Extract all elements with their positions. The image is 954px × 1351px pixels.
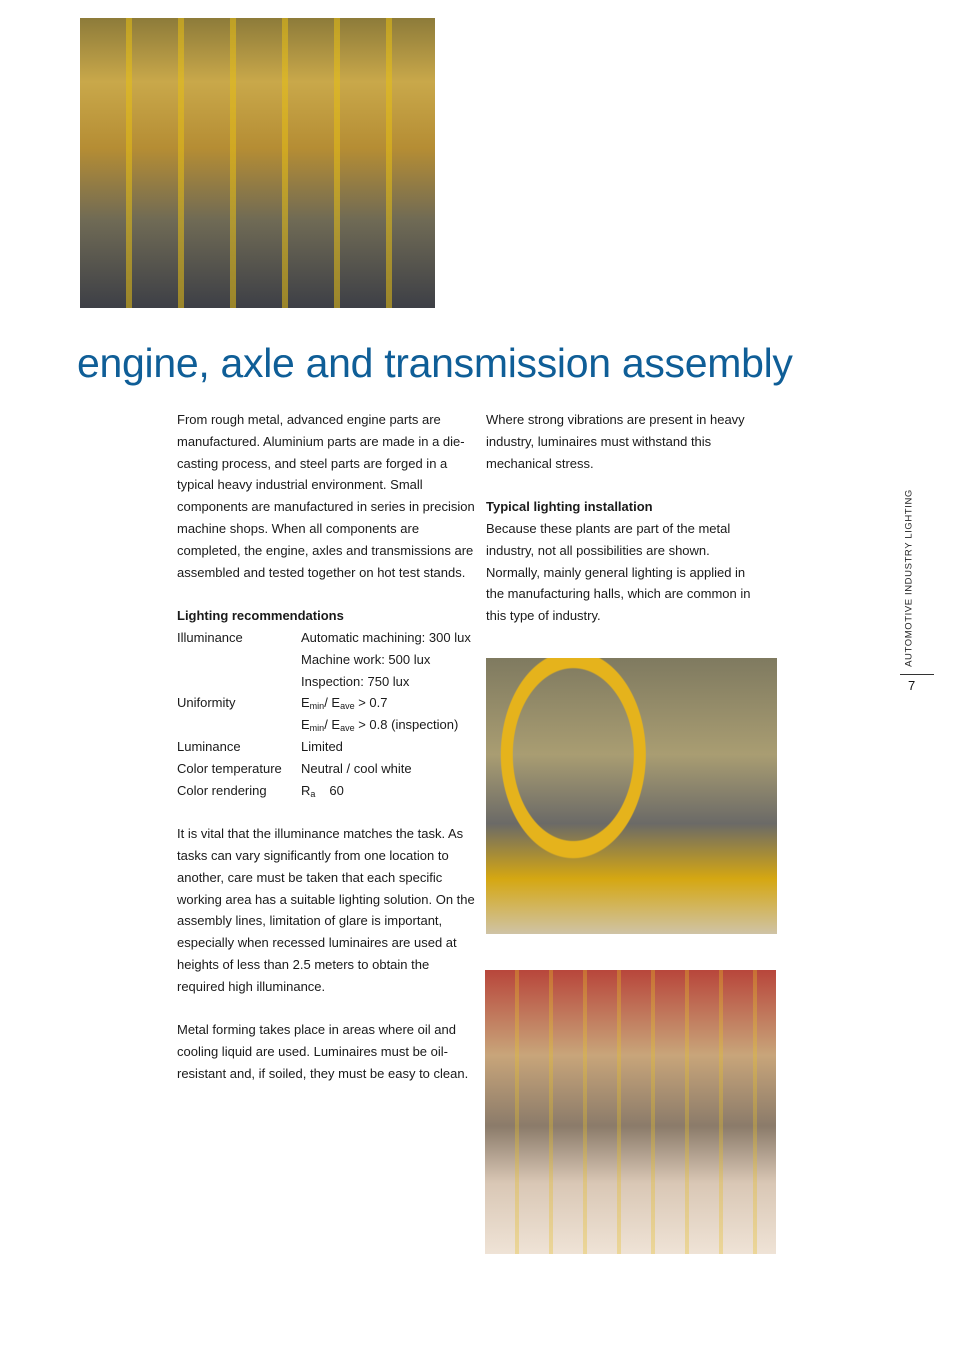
illuminance-label: Illuminance (177, 629, 243, 645)
table-row (177, 736, 471, 758)
vibration-paragraph: Where strong vibrations are present in heavy industry, luminaires must withstand this mechanical stress. (486, 412, 745, 471)
illuminance-value: Inspection: 750 lux (301, 673, 410, 689)
uniformity-value: $E_{min}/$ $E_{ave} > 0.7$ (301, 695, 388, 712)
recommendations-heading: Lighting recommendations (177, 608, 344, 624)
task-paragraph: It is vital that the illuminance matches the task. As tasks can vary significantly from one location to another, care must be taken that each specific working area has a suitable lighting solution. On the assembly lines, limitation of glare is important, especially when recessed luminaires are used at heights of less than 2.5 meters to obtain the required high illuminance. (177, 826, 475, 994)
uniformity-value: $E_{min}/$ $E_{ave} > 0.8$ (inspection) (301, 717, 459, 734)
section-tab (902, 489, 916, 667)
color-rendering-label: Color rendering (177, 782, 267, 798)
tab-divider (900, 674, 934, 675)
installation-paragraph: Because these plants are part of the metal industry, not all possibilities are shown. Normally, mainly general lighting is applied in the manufacturing halls, which are common in this type of industry. (486, 520, 751, 624)
table-row (177, 692, 471, 714)
table-row (177, 627, 471, 649)
table-row (177, 671, 471, 693)
intro-paragraph: From rough metal, advanced engine parts are manufactured. Aluminium parts are made in a die-casting process, and steel parts are forged in a typical heavy industrial environment. Small components are manufactured in series in precision machine shops. When all components are completed, the engine, axles and transmissions are assembled and tested together on hot test stands. (177, 412, 475, 580)
table-row (177, 649, 471, 671)
right-column (486, 409, 756, 627)
illuminance-value: Automatic machining: 300 lux (301, 629, 471, 645)
uniformity-label: Uniformity (177, 695, 236, 711)
luminance-label: Luminance (177, 738, 241, 754)
table-row (177, 714, 471, 736)
section-tab-label: AUTOMOTIVE INDUSTRY LIGHTING (903, 489, 915, 667)
page-title: engine, axle and transmission assembly (77, 340, 793, 386)
installation-heading: Typical lighting installation (486, 499, 653, 515)
luminance-value: Limited (301, 738, 343, 754)
metal-forming-paragraph: Metal forming takes place in areas where oil and cooling liquid are used. Luminaires must be oil-resistant and, if soiled, they must be easy to clean. (177, 1022, 469, 1081)
table-row (177, 780, 471, 802)
table-row (177, 758, 471, 780)
color-rendering-value: $R_a$ 60 (301, 782, 344, 799)
color-temperature-value: Neutral / cool white (301, 760, 412, 776)
assembly-line-workers-photo (80, 18, 435, 308)
color-temperature-label: Color temperature (177, 760, 282, 776)
recommendations-table (177, 627, 471, 801)
page-number: 7 (908, 678, 916, 693)
assembly-hall-photo (485, 970, 776, 1254)
left-column (177, 409, 477, 1085)
illuminance-value: Machine work: 500 lux (301, 651, 431, 667)
engine-test-stand-photo (486, 658, 777, 934)
